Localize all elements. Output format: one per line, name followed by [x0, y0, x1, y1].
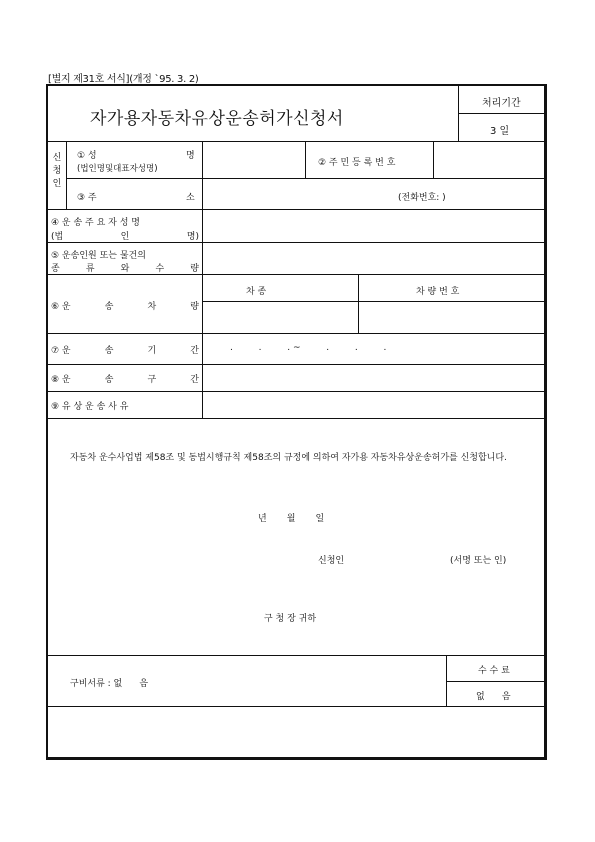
rule-cargo	[47, 274, 545, 275]
addressee: 구 청 장 귀하	[264, 614, 317, 624]
signature-note[interactable]: (서명 또는 인)	[450, 556, 507, 566]
rule-vehicle	[47, 333, 545, 334]
fee-label: 수 수 료	[478, 666, 510, 676]
rule-statement	[47, 655, 545, 656]
divider-processing	[458, 85, 459, 141]
phone-label: (전화번호: )	[398, 193, 446, 203]
period-label: ⑦ 운 송 기 간	[51, 346, 199, 356]
reason-field[interactable]	[203, 392, 545, 417]
rule-processing	[458, 113, 545, 114]
fee-value: 없 음	[476, 692, 511, 702]
attachments: 구비서류 : 없 음	[70, 679, 149, 689]
form-title: 자가용자동차유상운송허가신청서	[90, 109, 344, 129]
address-field[interactable]	[203, 179, 545, 208]
rule-bottom	[47, 706, 545, 707]
reason-label: ⑨ 유 상 운 송 사 유	[51, 402, 129, 412]
cargo-field[interactable]	[203, 243, 545, 273]
divider-fee	[446, 655, 447, 706]
section-field[interactable]	[203, 365, 545, 390]
resident-no-field[interactable]	[434, 142, 544, 177]
vehicle-no-field[interactable]	[359, 302, 545, 332]
applicant-sign-label: 신청인	[318, 556, 345, 566]
rule-reason	[47, 418, 545, 419]
applicant-label: 신청인	[52, 153, 62, 189]
period-field[interactable]: . . . ~ . . .	[230, 343, 387, 353]
driver-label: ④ 운 송 주 요 자 성 명	[51, 218, 140, 228]
divider-applicant	[66, 141, 67, 209]
vehicle-type-header: 차 종	[246, 287, 267, 297]
name-label-end: 명	[186, 151, 195, 161]
vehicle-no-header: 차 량 번 호	[416, 287, 460, 297]
rule-fee	[446, 681, 545, 682]
address-label: ③ 주	[77, 193, 97, 203]
driver-label-line2: (법 인 명)	[51, 232, 199, 242]
processing-value: 3 일	[490, 126, 510, 137]
processing-label: 처리기간	[482, 98, 521, 109]
name-label: ① 성	[77, 151, 97, 161]
form-code: [별지 제31호 서식](개정 `95. 3. 2)	[48, 74, 199, 85]
name-sublabel: (법인명및대표자성명)	[77, 164, 158, 174]
cargo-label: ⑤ 운송인원 또는 물건의	[51, 251, 146, 261]
application-statement: 자동차 운수사업법 제58조 및 동법시행규칙 제58조의 규정에 의하여 자가용 자동차유상운송허가를 신청합니다.	[70, 453, 507, 463]
name-field[interactable]	[203, 142, 304, 177]
vehicle-type-field[interactable]	[203, 302, 357, 332]
resident-no-label: ② 주 민 등 록 번 호	[318, 158, 396, 168]
vehicle-label: ⑥ 운 송 차 량	[51, 302, 199, 312]
date-line[interactable]: 년 월 일	[258, 514, 325, 524]
divider-resident-left	[305, 141, 306, 178]
driver-field[interactable]	[203, 210, 545, 241]
section-label: ⑧ 운 송 구 간	[51, 375, 199, 385]
address-label-end: 소	[186, 193, 195, 203]
cargo-label-line2: 종 류 와 수 량	[51, 264, 199, 274]
